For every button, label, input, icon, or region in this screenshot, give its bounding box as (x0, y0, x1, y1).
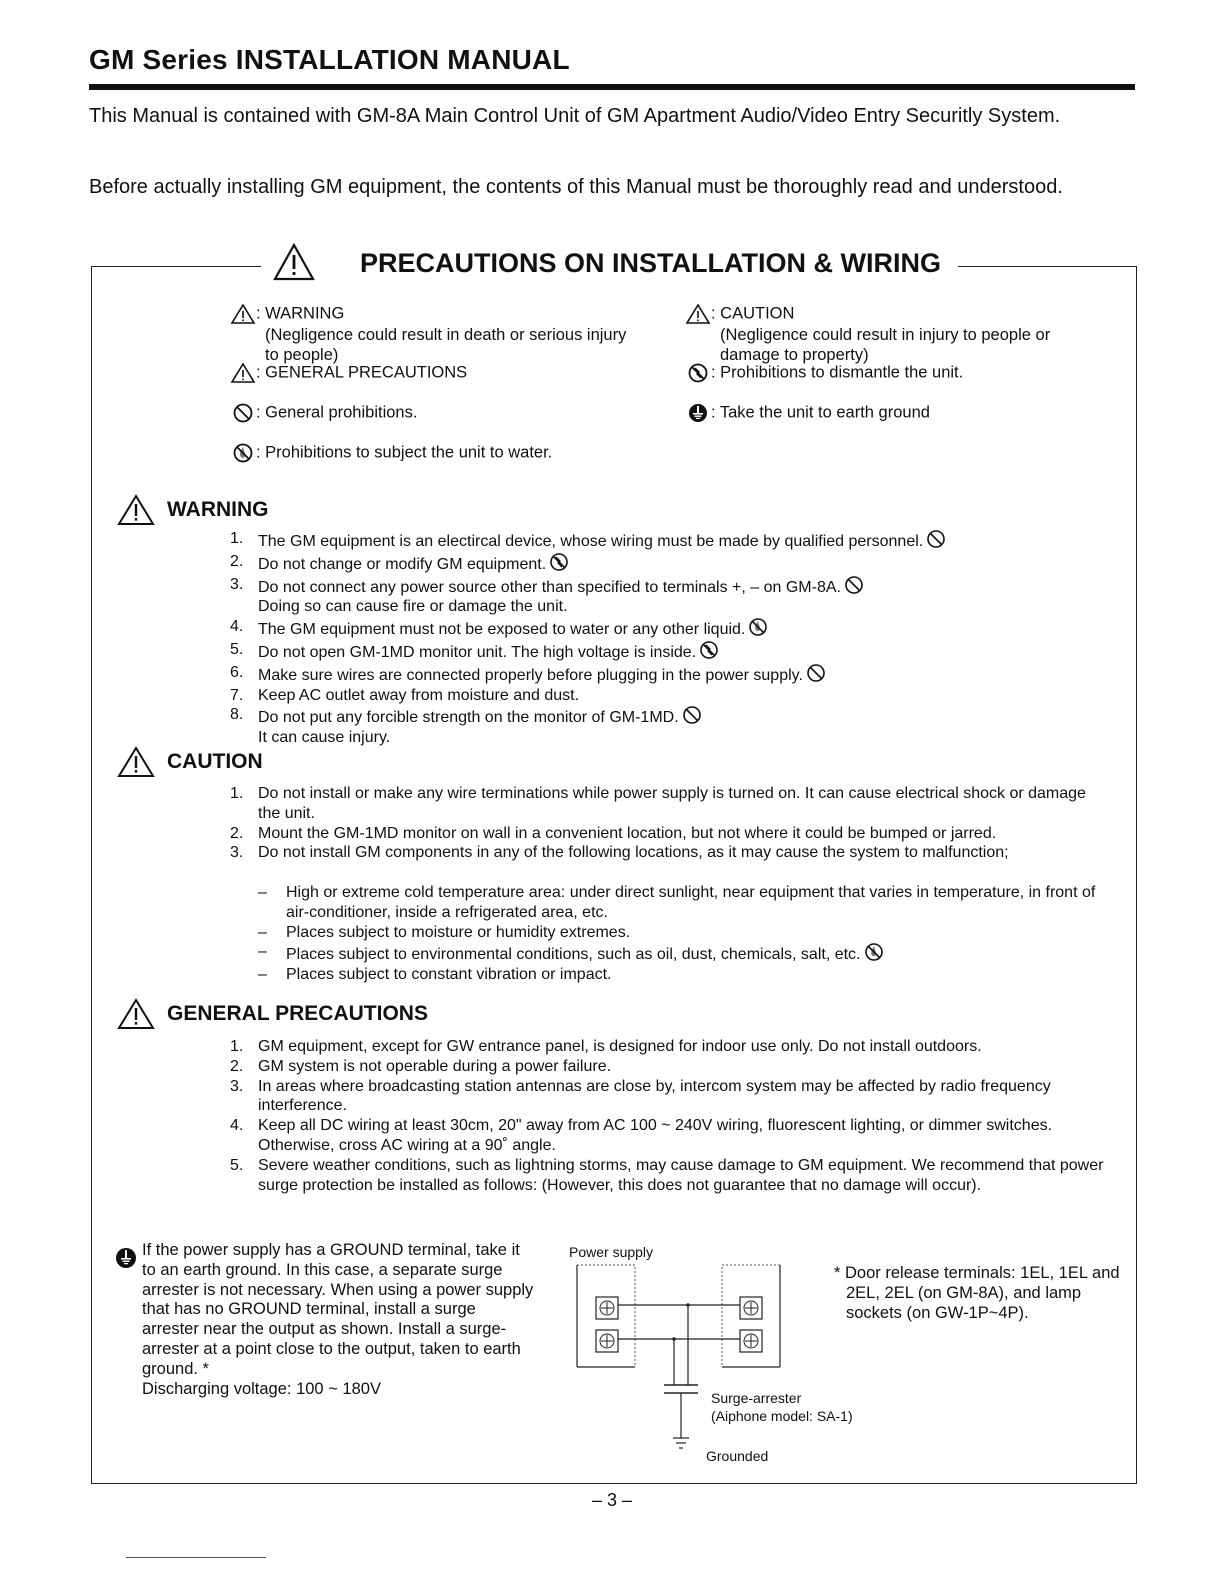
caution-list (230, 784, 1110, 863)
list-item: – Places subject to constant vibration or impact. (258, 965, 1118, 985)
legend-dismantle (685, 362, 1105, 384)
general-title: GENERAL PRECAUTIONS (167, 1002, 428, 1025)
list-item: 8. Do not put any forcible strength on the monitor of GM-1MD. It can cause injury. (230, 705, 1110, 748)
list-item: 5. Do not open GM-1MD monitor unit. The high voltage is inside. (230, 640, 1110, 663)
surge-arrester-model: (Aiphone model: SA-1) (711, 1408, 853, 1424)
warning-list (230, 529, 1110, 748)
legend-warning-label: : WARNING (256, 304, 345, 323)
prohibition-icon (844, 575, 864, 595)
warning-heading-icon (117, 494, 155, 526)
legend-warning-desc: (Negligence could result in death or serious injury to people) (265, 326, 627, 364)
general-heading (117, 998, 428, 1030)
ground-note-text: If the power supply has a GROUND terminal, take it to an earth ground. In this case, a separate surge arrester is not necessary. When using a power supply that has no GROUND terminal, install a surge arrester near the output as shown. Install a surge-arrester at a point close to the output, taken to earth ground. * (142, 1241, 534, 1378)
legend-caution-label: : CAUTION (711, 304, 795, 323)
legend-prohibit-label: : General prohibitions. (256, 403, 418, 422)
warning-triangle-icon (272, 242, 316, 287)
warning-title: WARNING (167, 498, 269, 521)
discharge-voltage: Discharging voltage: 100 ~ 180V (142, 1379, 381, 1398)
caution-heading-icon (117, 746, 155, 778)
earth-ground-icon (685, 402, 711, 424)
list-item: 1. The GM equipment is an electircal device, whose wiring must be made by qualified personnel. (230, 529, 1110, 552)
warning-icon (230, 303, 256, 325)
grounded-label: Grounded (706, 1448, 769, 1464)
no-dismantle-icon (685, 362, 711, 384)
general-precaution-icon (230, 362, 256, 384)
list-item: 7. Keep AC outlet away from moisture and dust. (230, 686, 580, 704)
warning-heading (117, 494, 269, 526)
list-item: – High or extreme cold temperature area: under direct sunlight, near equipment that varies in temperature, in front of air-conditioner, inside a refrigerated area, etc. (258, 883, 1118, 923)
legend-caution (685, 303, 1105, 365)
general-list (230, 1037, 1110, 1195)
legend-prohibit (230, 402, 630, 424)
no-dismantle-icon (549, 552, 569, 572)
surge-arrester-diagram (560, 1262, 800, 1467)
prohibition-icon (926, 529, 946, 549)
box-top-line-left (91, 266, 261, 267)
box-top-line-right (958, 266, 1137, 267)
list-item: 3. Do not connect any power source other than specified to terminals +, – on GM-8A. Doing so can cause fire or damage the unit. (230, 575, 1110, 618)
caution-heading (117, 746, 263, 778)
surge-arrester-name: Surge-arrester (711, 1390, 802, 1406)
list-item: 5. Severe weather conditions, such as lightning storms, may cause damage to GM equipment. We recommend that power surge protection be installed as follows: (However, this does not guarantee that no damage will occur). (230, 1156, 1104, 1194)
box-title: PRECAUTIONS ON INSTALLATION & WIRING (352, 248, 949, 279)
ground-note (142, 1241, 537, 1399)
page-number: – 3 – (592, 1490, 633, 1510)
no-water-icon (748, 617, 768, 637)
page-title: GM Series INSTALLATION MANUAL (89, 44, 570, 75)
door-release-note: * Door release terminals: 1EL, 1EL and 2EL, 2EL (on GM-8A), and lamp sockets (on GW-1P~4P). (834, 1264, 1120, 1322)
list-item: 3. Do not install GM components in any of the following locations, as it may cause the system to malfunction; (230, 844, 1009, 862)
general-heading-icon (117, 998, 155, 1030)
legend-caution-desc: (Negligence could result in injury to people or damage to property) (720, 326, 1051, 364)
caution-sublist (258, 883, 1118, 985)
legend-dismantle-label: : Prohibitions to dismantle the unit. (711, 363, 964, 382)
no-dismantle-icon (699, 640, 719, 660)
intro-paragraph-1: This Manual is contained with GM-8A Main Control Unit of GM Apartment Audio/Video Entry Securitly System. (89, 105, 1061, 127)
list-item: 1. GM equipment, except for GW entrance panel, is designed for indoor use only. Do not install outdoors. (230, 1038, 982, 1055)
prohibition-icon (806, 663, 826, 683)
caution-icon (685, 303, 711, 325)
legend-general-label: : GENERAL PRECAUTIONS (256, 363, 468, 382)
list-item: 2. GM system is not operable during a power failure. (230, 1057, 612, 1075)
power-supply-label: Power supply (569, 1244, 654, 1260)
list-item: 4. Keep all DC wiring at least 30cm, 20" away from AC 100 ~ 240V wiring, fluorescent lighting, or dimmer switches. Otherwise, cross AC wiring at a 90˚ angle. (230, 1117, 1053, 1154)
legend-earth (685, 402, 1105, 424)
prohibition-icon (230, 402, 256, 424)
title-rule (89, 84, 1135, 90)
footer-line (126, 1557, 266, 1558)
intro-paragraph-2: Before actually installing GM equipment, the contents of this Manual must be thoroughly read and understood. (89, 176, 1063, 198)
list-item: 3. In areas where broadcasting station antennas are close by, intercom system may be affected by radio frequency interference. (230, 1077, 1051, 1115)
legend-earth-label: : Take the unit to earth ground (711, 403, 930, 422)
legend-warning (230, 303, 630, 365)
no-water-icon (230, 442, 256, 464)
legend-water (230, 442, 630, 464)
caution-title: CAUTION (167, 750, 263, 773)
legend-general (230, 362, 630, 384)
prohibition-icon (682, 705, 702, 725)
surge-arrester-label (711, 1389, 853, 1425)
list-item: 2. Mount the GM-1MD monitor on wall in a convenient location, but not where it could be bumped or jarred. (230, 824, 997, 842)
no-water-icon (864, 942, 884, 962)
list-item: 1. Do not install or make any wire terminations while power supply is turned on. It can cause electrical shock or damage the unit. (230, 785, 1086, 822)
list-item: 4. The GM equipment must not be exposed to water or any other liquid. (230, 617, 1110, 640)
list-item: – Places subject to moisture or humidity extremes. (258, 923, 1118, 943)
list-item: – Places subject to environmental conditions, such as oil, dust, chemicals, salt, etc. (258, 942, 1118, 965)
list-item: 6. Make sure wires are connected properly before plugging in the power supply. (230, 663, 1110, 686)
earth-ground-note-icon (114, 1246, 138, 1275)
list-item: 2. Do not change or modify GM equipment. (230, 552, 1110, 575)
legend-water-label: : Prohibitions to subject the unit to water. (256, 443, 553, 462)
